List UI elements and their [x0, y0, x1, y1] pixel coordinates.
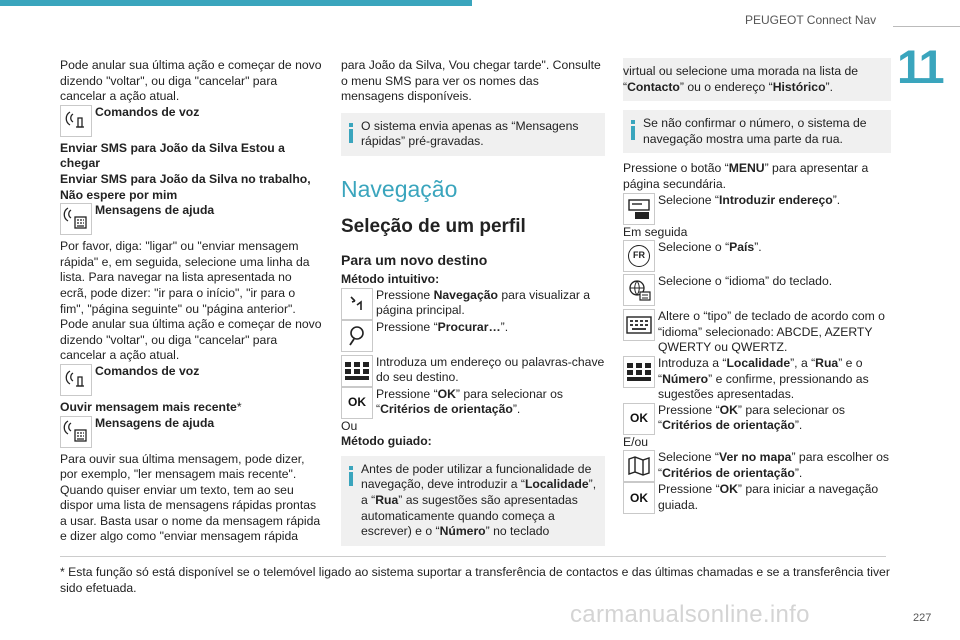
command-text: Enviar SMS para João da Silva Estou a chegar [60, 140, 285, 171]
command-text: Enviar SMS para João da Silva no trabalho, Não espere por mim [60, 171, 311, 202]
search-icon [341, 320, 373, 352]
paragraph: Por favor, diga: "ligar" ou "enviar mensagem rápida" e, em seguida, selecione uma linha da lista. Para navegar na lista apresentada no ecrã, pode dizer: "ir para o início", "ir para o fim", "página seguinte" ou "página anterior". Pode anular sua última ação e começar de novo dizendo "voltar", ou diga "cancelar" para cancelar a ação atual. [60, 239, 322, 363]
step-text: Selecione o “País”. [658, 240, 762, 255]
subsection-heading: Seleção de um perfil [341, 215, 526, 237]
step-row [341, 288, 605, 320]
running-header: PEUGEOT Connect Nav [745, 13, 877, 27]
voice-icon [60, 364, 92, 396]
topic-heading: Para um novo destino [341, 251, 488, 268]
conjunction: E/ou [623, 434, 649, 449]
ok-button-icon: OK [341, 387, 373, 419]
conjunction: Ou [341, 418, 358, 433]
top-accent-bar [0, 0, 472, 6]
watermark: carmanualsonline.info [570, 601, 810, 628]
step-text: Altere o “tipo” de teclado de acordo com o “idioma” selecionado: ABCDE, AZERTY QWERTY ou QWERTZ. [658, 309, 885, 355]
step-text: Selecione “Ver no mapa” para escolher os “Critérios de orientação”. [658, 450, 890, 480]
footnote: * Esta função só está disponível se o telemóvel ligado ao sistema suportar a transferência de contactos e das últimas chamadas e se a transferência tiver sido efetuada. [60, 565, 890, 595]
help-messages-row [60, 203, 322, 235]
ok-button-icon: OK [623, 482, 655, 514]
step-row [341, 355, 605, 387]
column-2 [341, 58, 605, 546]
step-row [341, 387, 605, 419]
paragraph: para João da Silva, Vou chegar tarde". Consulte o menu SMS para ver os nomes das mensagens disponíveis. [341, 58, 601, 104]
step-row [623, 274, 891, 306]
method-label: Método intuitivo: [341, 271, 440, 286]
chapter-rule [893, 26, 960, 27]
chapter-number: 11 [897, 40, 943, 93]
voice-commands-label: Comandos de voz [95, 363, 200, 378]
voice-commands-label: Comandos de voz [95, 104, 200, 119]
step-row [623, 482, 891, 514]
keyboard-language-icon [623, 274, 655, 306]
step-row [623, 403, 891, 435]
paragraph: Pode anular sua última ação e começar de novo dizendo "voltar", ou diga "cancelar" para cancelar a ação atual. [60, 58, 322, 104]
step-text: Pressione “OK” para selecionar os “Critérios de orientação”. [658, 402, 845, 433]
keyboard-icon [341, 355, 373, 387]
voice-icon [60, 105, 92, 137]
step-text: Pressione “Procurar…”. [376, 319, 509, 334]
column-1 [60, 58, 322, 545]
info-text: Se não confirmar o número, o sistema de navegação mostra uma parte da rua. [643, 116, 867, 146]
command-text: Ouvir mensagem mais recente* [60, 399, 242, 414]
section-heading: Navegação [341, 175, 458, 202]
paragraph: Para ouvir sua última mensagem, pode dizer, por exemplo, "ler mensagem mais recente". Quando quiser enviar um texto, tem ao seu dispor uma lista de mensagens rápidas prontas a usar. Basta usar o nome da mensagem rápida e dizer algo como "enviar mensagem rápida [60, 451, 321, 544]
step-text: Selecione “Introduzir endereço”. [658, 192, 841, 207]
method-label: Método guiado: [341, 434, 432, 449]
step-row [341, 320, 605, 352]
info-text: Antes de poder utilizar a funcionalidade de navegação, deve introduzir a “Localidade”, a “Rua” as sugestões são apresentadas automaticamente quando começa a escrever) e o “Número” no teclado [361, 461, 597, 539]
help-messages-row [60, 416, 322, 448]
voice-commands-row [60, 364, 322, 396]
country-icon: FR [623, 240, 655, 272]
help-messages-label: Mensagens de ajuda [95, 415, 215, 430]
step-row [623, 193, 891, 225]
address-entry-icon [623, 193, 655, 225]
page-number: 227 [913, 612, 932, 624]
step-text: Pressione Navegação para visualizar a página principal. [376, 287, 591, 318]
column-3 [623, 58, 891, 514]
info-box [341, 113, 605, 156]
info-box [341, 456, 605, 546]
info-text: virtual ou selecione uma morada na lista de “Contacto” ou o endereço “Histórico”. [623, 64, 859, 94]
step-row [623, 240, 891, 272]
info-icon [623, 116, 643, 147]
map-icon [623, 450, 655, 482]
help-messages-label: Mensagens de ajuda [95, 203, 215, 218]
step-text: Introduza a “Localidade”, a “Rua” e o “Número” e confirme, pressionando as sugestões apresentadas. [658, 355, 869, 402]
step-row [623, 450, 891, 482]
info-icon [341, 119, 361, 150]
step-row [623, 356, 891, 403]
navigation-icon [341, 288, 373, 320]
voice-help-icon [60, 416, 92, 448]
step-text: Pressione “OK” para iniciar a navegação guiada. [658, 482, 879, 512]
step-row [623, 309, 891, 356]
info-text: O sistema envia apenas as “Mensagens rápidas” pré-gravadas. [361, 118, 579, 149]
keyboard-type-icon [623, 309, 655, 341]
keyboard-icon [623, 356, 655, 388]
step-text: Selecione o “idioma” do teclado. [658, 274, 833, 289]
step-text: Introduza um endereço ou palavras-chave do seu destino. [376, 354, 605, 385]
footnote-marker: * [236, 399, 242, 414]
step-text: Pressione “OK” para selecionar os “Critérios de orientação”. [376, 386, 563, 417]
voice-help-icon [60, 203, 92, 235]
info-box [623, 110, 891, 153]
footnote-divider [60, 556, 886, 557]
info-box-continued [623, 58, 891, 101]
conjunction: Em seguida [623, 224, 688, 239]
paragraph: Pressione o botão “MENU” para apresentar a página secundária. [623, 161, 869, 191]
info-icon [341, 462, 361, 540]
voice-commands-row [60, 105, 322, 137]
ok-button-icon: OK [623, 403, 655, 435]
